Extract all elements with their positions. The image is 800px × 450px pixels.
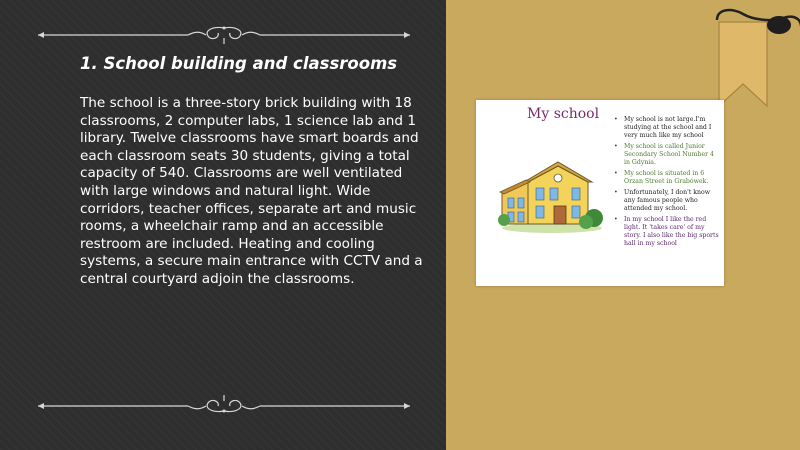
image-bullet-item: • Unfortunately, I don't know any famous people who attended my school.: [614, 189, 720, 213]
image-bullet-item: • In my school I like the red light. It 'takes care' of my story. I also like the big sports hall in my school: [614, 216, 720, 248]
image-title: My school: [527, 106, 600, 122]
image-bullet-item: • My school is not large.I'm studying at the school and I very much like my school: [614, 116, 720, 140]
bookmark-icon: [713, 0, 800, 110]
slide-title: 1. School building and classrooms: [80, 54, 398, 73]
school-slide-image: [476, 100, 724, 286]
slide-body-text: The school is a three-story brick building with 18 classrooms, 2 computer labs, 1 science lab and 1 library. Twelve classrooms have smart boards and each classroom seats 30 students, giving a total capacity of 540. Classrooms are well ventilated with large windows and natural light. Wide corridors, teacher offices, separate art and music rooms, a wheelchair ramp and an accessible restroom are included. Heating and cooling systems, a secure main entrance with CCTV and a central courtyard adjoin the classrooms.: [80, 95, 423, 287]
image-bullet-item: • My school is situated in 6 Orzan Street in Grabówek.: [614, 170, 720, 186]
school-building-icon: [498, 152, 606, 234]
ornament-divider-top-icon: [38, 24, 410, 46]
image-bullet-list: [614, 116, 720, 251]
ornament-divider-bottom-icon: [38, 393, 410, 415]
image-bullet-item: • My school is called Junior Secondary School Number 4 in Gdynia.: [614, 143, 720, 167]
